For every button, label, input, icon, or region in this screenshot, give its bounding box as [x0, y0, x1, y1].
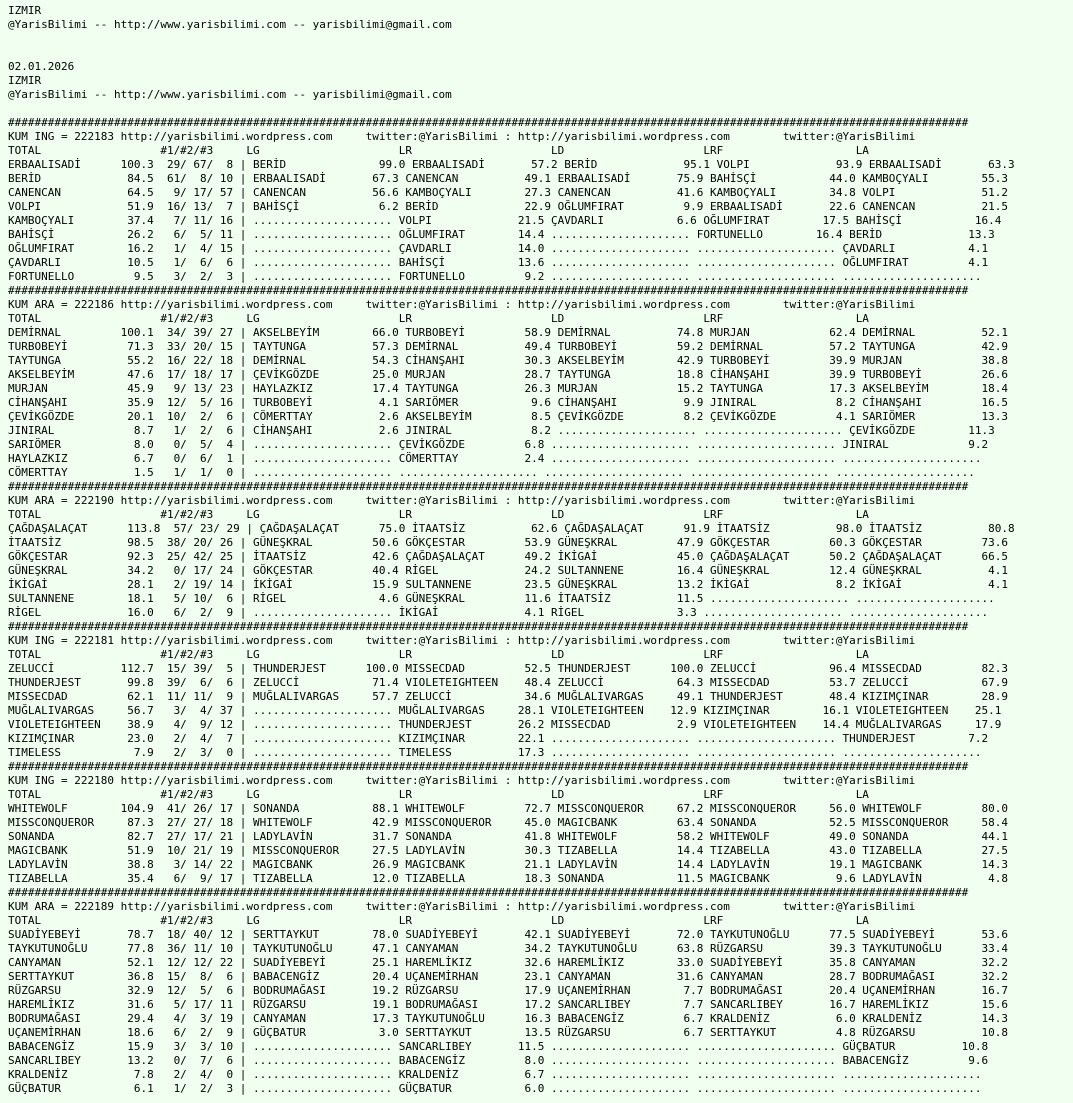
- column-header: TOTAL #1/#2/#3 LG LR LD LRF LA: [8, 508, 869, 521]
- table-row: JINIRAL 8.7 1/ 2/ 6 | CİHANŞAHI 2.6 JINIRAL 8.2 ..................... ..................... ÇEVİKGÖZDE 11.3: [8, 424, 995, 437]
- table-row: RİGEL 16.0 6/ 2/ 9 | ..................... İKİGAİ 4.1 RİGEL 3.3 ..................... .....................: [8, 606, 989, 619]
- race-header: KUM ARA = 222189 http://yarisbilimi.wordpress.com twitter:@YarisBilimi : http://yarisbilimi.wordpress.com twitter:@YarisBilimi: [8, 900, 916, 913]
- table-row: BAHİSÇİ 26.2 6/ 5/ 11 | ..................... OĞLUMFIRAT 14.4 ..................... FORTUNELLO 16.4 BERİD 13.3: [8, 228, 995, 241]
- table-row: HAYLAZKIZ 6.7 0/ 6/ 1 | ..................... CÖMERTTAY 2.4 ..................... ..................... .....................: [8, 452, 982, 465]
- race-header: KUM ING = 222183 http://yarisbilimi.wordpress.com twitter:@YarisBilimi : http://yarisbilimi.wordpress.com twitter:@YarisBilimi: [8, 130, 916, 143]
- column-header: TOTAL #1/#2/#3 LG LR LD LRF LA: [8, 144, 869, 157]
- report-contact: @YarisBilimi -- http://www.yarisbilimi.com -- yarisbilimi@gmail.com: [8, 88, 452, 101]
- table-row: TURBOBEYİ 71.3 33/ 20/ 15 | TAYTUNGA 57.3 DEMİRNAL 49.4 TURBOBEYİ 59.2 DEMİRNAL 57.2 TAYTUNGA 42.9: [8, 340, 1009, 353]
- race-header: KUM ARA = 222190 http://yarisbilimi.wordpress.com twitter:@YarisBilimi : http://yarisbilimi.wordpress.com twitter:@YarisBilimi: [8, 494, 916, 507]
- header-city: IZMIR: [8, 4, 42, 17]
- table-row: THUNDERJEST 99.8 39/ 6/ 6 | ZELUCCİ 71.4 VIOLETEIGHTEEN 48.4 ZELUCCİ 64.3 MISSECDAD 53.7 ZELUCCİ 67.9: [8, 676, 1009, 689]
- table-row: HAREMLİKIZ 31.6 5/ 17/ 11 | RÜZGARSU 19.1 BODRUMAĞASI 17.2 SANCARLIBEY 7.7 SANCARLIBEY 16.7 HAREMLİKIZ 15.6: [8, 998, 1009, 1011]
- column-header: TOTAL #1/#2/#3 LG LR LD LRF LA: [8, 788, 869, 801]
- blank-line: [8, 46, 1073, 60]
- table-row: TIZABELLA 35.4 6/ 9/ 17 | TIZABELLA 12.0 TIZABELLA 18.3 SONANDA 11.5 MAGICBANK 9.6 LADYLAVİN 4.8: [8, 872, 1009, 885]
- table-row: MISSECDAD 62.1 11/ 11/ 9 | MUĞLALIVARGAS 57.7 ZELUCCİ 34.6 MUĞLALIVARGAS 49.1 THUNDERJEST 48.4 KIZIMÇINAR 28.9: [8, 690, 1009, 703]
- table-row: TAYKUTUNOĞLU 77.8 36/ 11/ 10 | TAYKUTUNOĞLU 47.1 CANYAMAN 34.2 TAYKUTUNOĞLU 63.8 RÜZGARSU 39.3 TAYKUTUNOĞLU 33.4: [8, 942, 1009, 955]
- table-row: LADYLAVİN 38.8 3/ 14/ 22 | MAGICBANK 26.9 MAGICBANK 21.1 LADYLAVİN 14.4 LADYLAVİN 19.1 MAGICBANK 14.3: [8, 858, 1009, 871]
- table-row: SERTTAYKUT 36.8 15/ 8/ 6 | BABACENGİZ 20.4 UÇANEMİRHAN 23.1 CANYAMAN 31.6 CANYAMAN 28.7 BODRUMAĞASI 32.2: [8, 970, 1009, 983]
- table-row: MAGICBANK 51.9 10/ 21/ 19 | MISSCONQUEROR 27.5 LADYLAVİN 30.3 TIZABELLA 14.4 TIZABELLA 43.0 TIZABELLA 27.5: [8, 844, 1009, 857]
- section-divider: #################################################################################################################################################: [8, 760, 969, 773]
- race-header: KUM ARA = 222186 http://yarisbilimi.wordpress.com twitter:@YarisBilimi : http://yarisbilimi.wordpress.com twitter:@YarisBilimi: [8, 298, 916, 311]
- table-row: CANYAMAN 52.1 12/ 12/ 22 | SUADİYEBEYİ 25.1 HAREMLİKIZ 32.6 HAREMLİKIZ 33.0 SUADİYEBEYİ 35.8 CANYAMAN 32.2: [8, 956, 1009, 969]
- table-row: İKİGAİ 28.1 2/ 19/ 14 | İKİGAİ 15.9 SULTANNENE 23.5 GÜNEŞKRAL 13.2 İKİGAİ 8.2 İKİGAİ 4.1: [8, 578, 1009, 591]
- table-row: ERBAALISADİ 100.3 29/ 67/ 8 | BERİD 99.0 ERBAALISADİ 57.2 BERİD 95.1 VOLPI 93.9 ERBAALISADİ 63.3: [8, 158, 1015, 171]
- column-header: TOTAL #1/#2/#3 LG LR LD LRF LA: [8, 648, 869, 661]
- table-row: CANENCAN 64.5 9/ 17/ 57 | CANENCAN 56.6 KAMBOÇYALI 27.3 CANENCAN 41.6 KAMBOÇYALI 34.8 VOLPI 51.2: [8, 186, 1009, 199]
- table-row: MUĞLALIVARGAS 56.7 3/ 4/ 37 | ..................... MUĞLALIVARGAS 28.1 VIOLETEIGHTEEN 12.9 KIZIMÇINAR 16.1 VIOLETEIGHTEEN 25.1: [8, 704, 1002, 717]
- table-row: AKSELBEYİM 47.6 17/ 18/ 17 | ÇEVİKGÖZDE 25.0 MURJAN 28.7 TAYTUNGA 18.8 CİHANŞAHI 39.9 TURBOBEYİ 26.6: [8, 368, 1009, 381]
- table-row: DEMİRNAL 100.1 34/ 39/ 27 | AKSELBEYİM 66.0 TURBOBEYİ 58.9 DEMİRNAL 74.8 MURJAN 62.4 DEMİRNAL 52.1: [8, 326, 1009, 339]
- section-divider: #################################################################################################################################################: [8, 480, 969, 493]
- column-header: TOTAL #1/#2/#3 LG LR LD LRF LA: [8, 312, 869, 325]
- report-date: 02.01.2026: [8, 60, 75, 73]
- blank-line: [8, 102, 1073, 116]
- table-row: CÖMERTTAY 1.5 1/ 1/ 0 | ..................... ..................... ..................... ..................... .....................: [8, 466, 975, 479]
- table-row: MISSCONQUEROR 87.3 27/ 27/ 18 | WHITEWOLF 42.9 MISSCONQUEROR 45.0 MAGICBANK 63.4 SONANDA 52.5 MISSCONQUEROR 58.4: [8, 816, 1009, 829]
- report-city: IZMIR: [8, 74, 42, 87]
- section-divider: #################################################################################################################################################: [8, 284, 969, 297]
- table-row: TIMELESS 7.9 2/ 3/ 0 | ..................... TIMELESS 17.3 ..................... ..................... .....................: [8, 746, 982, 759]
- table-row: KIZIMÇINAR 23.0 2/ 4/ 7 | ..................... KIZIMÇINAR 22.1 ..................... ..................... THUNDERJEST 7.2: [8, 732, 989, 745]
- section-divider: #################################################################################################################################################: [8, 620, 969, 633]
- table-row: MURJAN 45.9 9/ 13/ 23 | HAYLAZKIZ 17.4 TAYTUNGA 26.3 MURJAN 15.2 TAYTUNGA 17.3 AKSELBEYİM 18.4: [8, 382, 1009, 395]
- table-row: İTAATSİZ 98.5 38/ 20/ 26 | GÜNEŞKRAL 50.6 GÖKÇESTAR 53.9 GÜNEŞKRAL 47.9 GÖKÇESTAR 60.3 GÖKÇESTAR 73.6: [8, 536, 1009, 549]
- table-row: RÜZGARSU 32.9 12/ 5/ 6 | BODRUMAĞASI 19.2 RÜZGARSU 17.9 UÇANEMİRHAN 7.7 BODRUMAĞASI 20.4 UÇANEMİRHAN 16.7: [8, 984, 1009, 997]
- table-row: KRALDENİZ 7.8 2/ 4/ 0 | ..................... KRALDENİZ 6.7 ..................... ..................... .....................: [8, 1068, 982, 1081]
- table-row: CİHANŞAHI 35.9 12/ 5/ 16 | TURBOBEYİ 4.1 SARIÖMER 9.6 CİHANŞAHI 9.9 JINIRAL 8.2 CİHANŞAHI 16.5: [8, 396, 1009, 409]
- header-contact: @YarisBilimi -- http://www.yarisbilimi.com -- yarisbilimi@gmail.com: [8, 18, 452, 31]
- table-row: GÜÇBATUR 6.1 1/ 2/ 3 | ..................... GÜÇBATUR 6.0 ..................... ..................... .....................: [8, 1082, 982, 1095]
- table-row: KAMBOÇYALI 37.4 7/ 11/ 16 | ..................... VOLPI 21.5 ÇAVDARLI 6.6 OĞLUMFIRAT 17.5 BAHİSÇİ 16.4: [8, 214, 1002, 227]
- table-row: SUADİYEBEYİ 78.7 18/ 40/ 12 | SERTTAYKUT 78.0 SUADİYEBEYİ 42.1 SUADİYEBEYİ 72.0 TAYKUTUNOĞLU 77.5 SUADİYEBEYİ 53.6: [8, 928, 1009, 941]
- table-row: FORTUNELLO 9.5 3/ 2/ 3 | ..................... FORTUNELLO 9.2 ..................... ..................... .....................: [8, 270, 982, 283]
- table-row: BERİD 84.5 61/ 8/ 10 | ERBAALISADİ 67.3 CANENCAN 49.1 ERBAALISADİ 75.9 BAHİSÇİ 44.0 KAMBOÇYALI 55.3: [8, 172, 1009, 185]
- table-row: ZELUCCİ 112.7 15/ 39/ 5 | THUNDERJEST 100.0 MISSECDAD 52.5 THUNDERJEST 100.0 ZELUCCİ 96.4 MISSECDAD 82.3: [8, 662, 1009, 675]
- table-row: ÇAĞDAŞALAÇAT 113.8 57/ 23/ 29 | ÇAĞDAŞALAÇAT 75.0 İTAATSİZ 62.6 ÇAĞDAŞALAÇAT 91.9 İTAATSİZ 98.0 İTAATSİZ 80.8: [8, 522, 1015, 535]
- table-row: GÖKÇESTAR 92.3 25/ 42/ 25 | İTAATSİZ 42.6 ÇAĞDAŞALAÇAT 49.2 İKİGAİ 45.0 ÇAĞDAŞALAÇAT 50.2 ÇAĞDAŞALAÇAT 66.5: [8, 550, 1009, 563]
- table-row: SANCARLIBEY 13.2 0/ 7/ 6 | ..................... BABACENGİZ 8.0 ..................... ..................... BABACENGİZ 9.6: [8, 1054, 989, 1067]
- table-row: SONANDA 82.7 27/ 17/ 21 | LADYLAVİN 31.7 SONANDA 41.8 WHITEWOLF 58.2 WHITEWOLF 49.0 SONANDA 44.1: [8, 830, 1009, 843]
- race-tables: [8, 116, 1073, 1096]
- table-row: WHITEWOLF 104.9 41/ 26/ 17 | SONANDA 88.1 WHITEWOLF 72.7 MISSCONQUEROR 67.2 MISSCONQUEROR 56.0 WHITEWOLF 80.0: [8, 802, 1009, 815]
- table-row: ÇEVİKGÖZDE 20.1 10/ 2/ 6 | CÖMERTTAY 2.6 AKSELBEYİM 8.5 ÇEVİKGÖZDE 8.2 ÇEVİKGÖZDE 4.1 SARIÖMER 13.3: [8, 410, 1009, 423]
- table-row: ÇAVDARLI 10.5 1/ 6/ 6 | ..................... BAHİSÇİ 13.6 ..................... ..................... OĞLUMFIRAT 4.1: [8, 256, 989, 269]
- table-row: BABACENGİZ 15.9 3/ 3/ 10 | ..................... SANCARLIBEY 11.5 ..................... ..................... GÜÇBATUR 10.8: [8, 1040, 989, 1053]
- table-row: VIOLETEIGHTEEN 38.9 4/ 9/ 12 | ..................... THUNDERJEST 26.2 MISSECDAD 2.9 VIOLETEIGHTEEN 14.4 MUĞLALIVARGAS 17.9: [8, 718, 1002, 731]
- table-row: VOLPI 51.9 16/ 13/ 7 | BAHİSÇİ 6.2 BERİD 22.9 OĞLUMFIRAT 9.9 ERBAALISADİ 22.6 CANENCAN 21.5: [8, 200, 1009, 213]
- table-row: TAYTUNGA 55.2 16/ 22/ 18 | DEMİRNAL 54.3 CİHANŞAHI 30.3 AKSELBEYİM 42.9 TURBOBEYİ 39.9 MURJAN 38.8: [8, 354, 1009, 367]
- table-row: SARIÖMER 8.0 0/ 5/ 4 | ..................... ÇEVİKGÖZDE 6.8 ..................... ..................... JINIRAL 9.2: [8, 438, 989, 451]
- race-header: KUM ING = 222181 http://yarisbilimi.wordpress.com twitter:@YarisBilimi : http://yarisbilimi.wordpress.com twitter:@YarisBilimi: [8, 634, 916, 647]
- table-row: GÜNEŞKRAL 34.2 0/ 17/ 24 | GÖKÇESTAR 40.4 RİGEL 24.2 SULTANNENE 16.4 GÜNEŞKRAL 12.4 GÜNEŞKRAL 4.1: [8, 564, 1009, 577]
- section-divider: #################################################################################################################################################: [8, 886, 969, 899]
- table-row: UÇANEMİRHAN 18.6 6/ 2/ 9 | GÜÇBATUR 3.0 SERTTAYKUT 13.5 RÜZGARSU 6.7 SERTTAYKUT 4.8 RÜZGARSU 10.8: [8, 1026, 1009, 1039]
- column-header: TOTAL #1/#2/#3 LG LR LD LRF LA: [8, 914, 869, 927]
- blank-line: [8, 32, 1073, 46]
- table-row: OĞLUMFIRAT 16.2 1/ 4/ 15 | ..................... ÇAVDARLI 14.0 ..................... ..................... ÇAVDARLI 4.1: [8, 242, 989, 255]
- table-row: BODRUMAĞASI 29.4 4/ 3/ 19 | CANYAMAN 17.3 TAYKUTUNOĞLU 16.3 BABACENGİZ 6.7 KRALDENİZ 6.0 KRALDENİZ 14.3: [8, 1012, 1009, 1025]
- table-row: SULTANNENE 18.1 5/ 10/ 6 | RİGEL 4.6 GÜNEŞKRAL 11.6 İTAATSİZ 11.5 ..................... .....................: [8, 592, 995, 605]
- race-header: KUM ING = 222180 http://yarisbilimi.wordpress.com twitter:@YarisBilimi : http://yarisbilimi.wordpress.com twitter:@YarisBilimi: [8, 774, 916, 787]
- section-divider: #################################################################################################################################################: [8, 116, 969, 129]
